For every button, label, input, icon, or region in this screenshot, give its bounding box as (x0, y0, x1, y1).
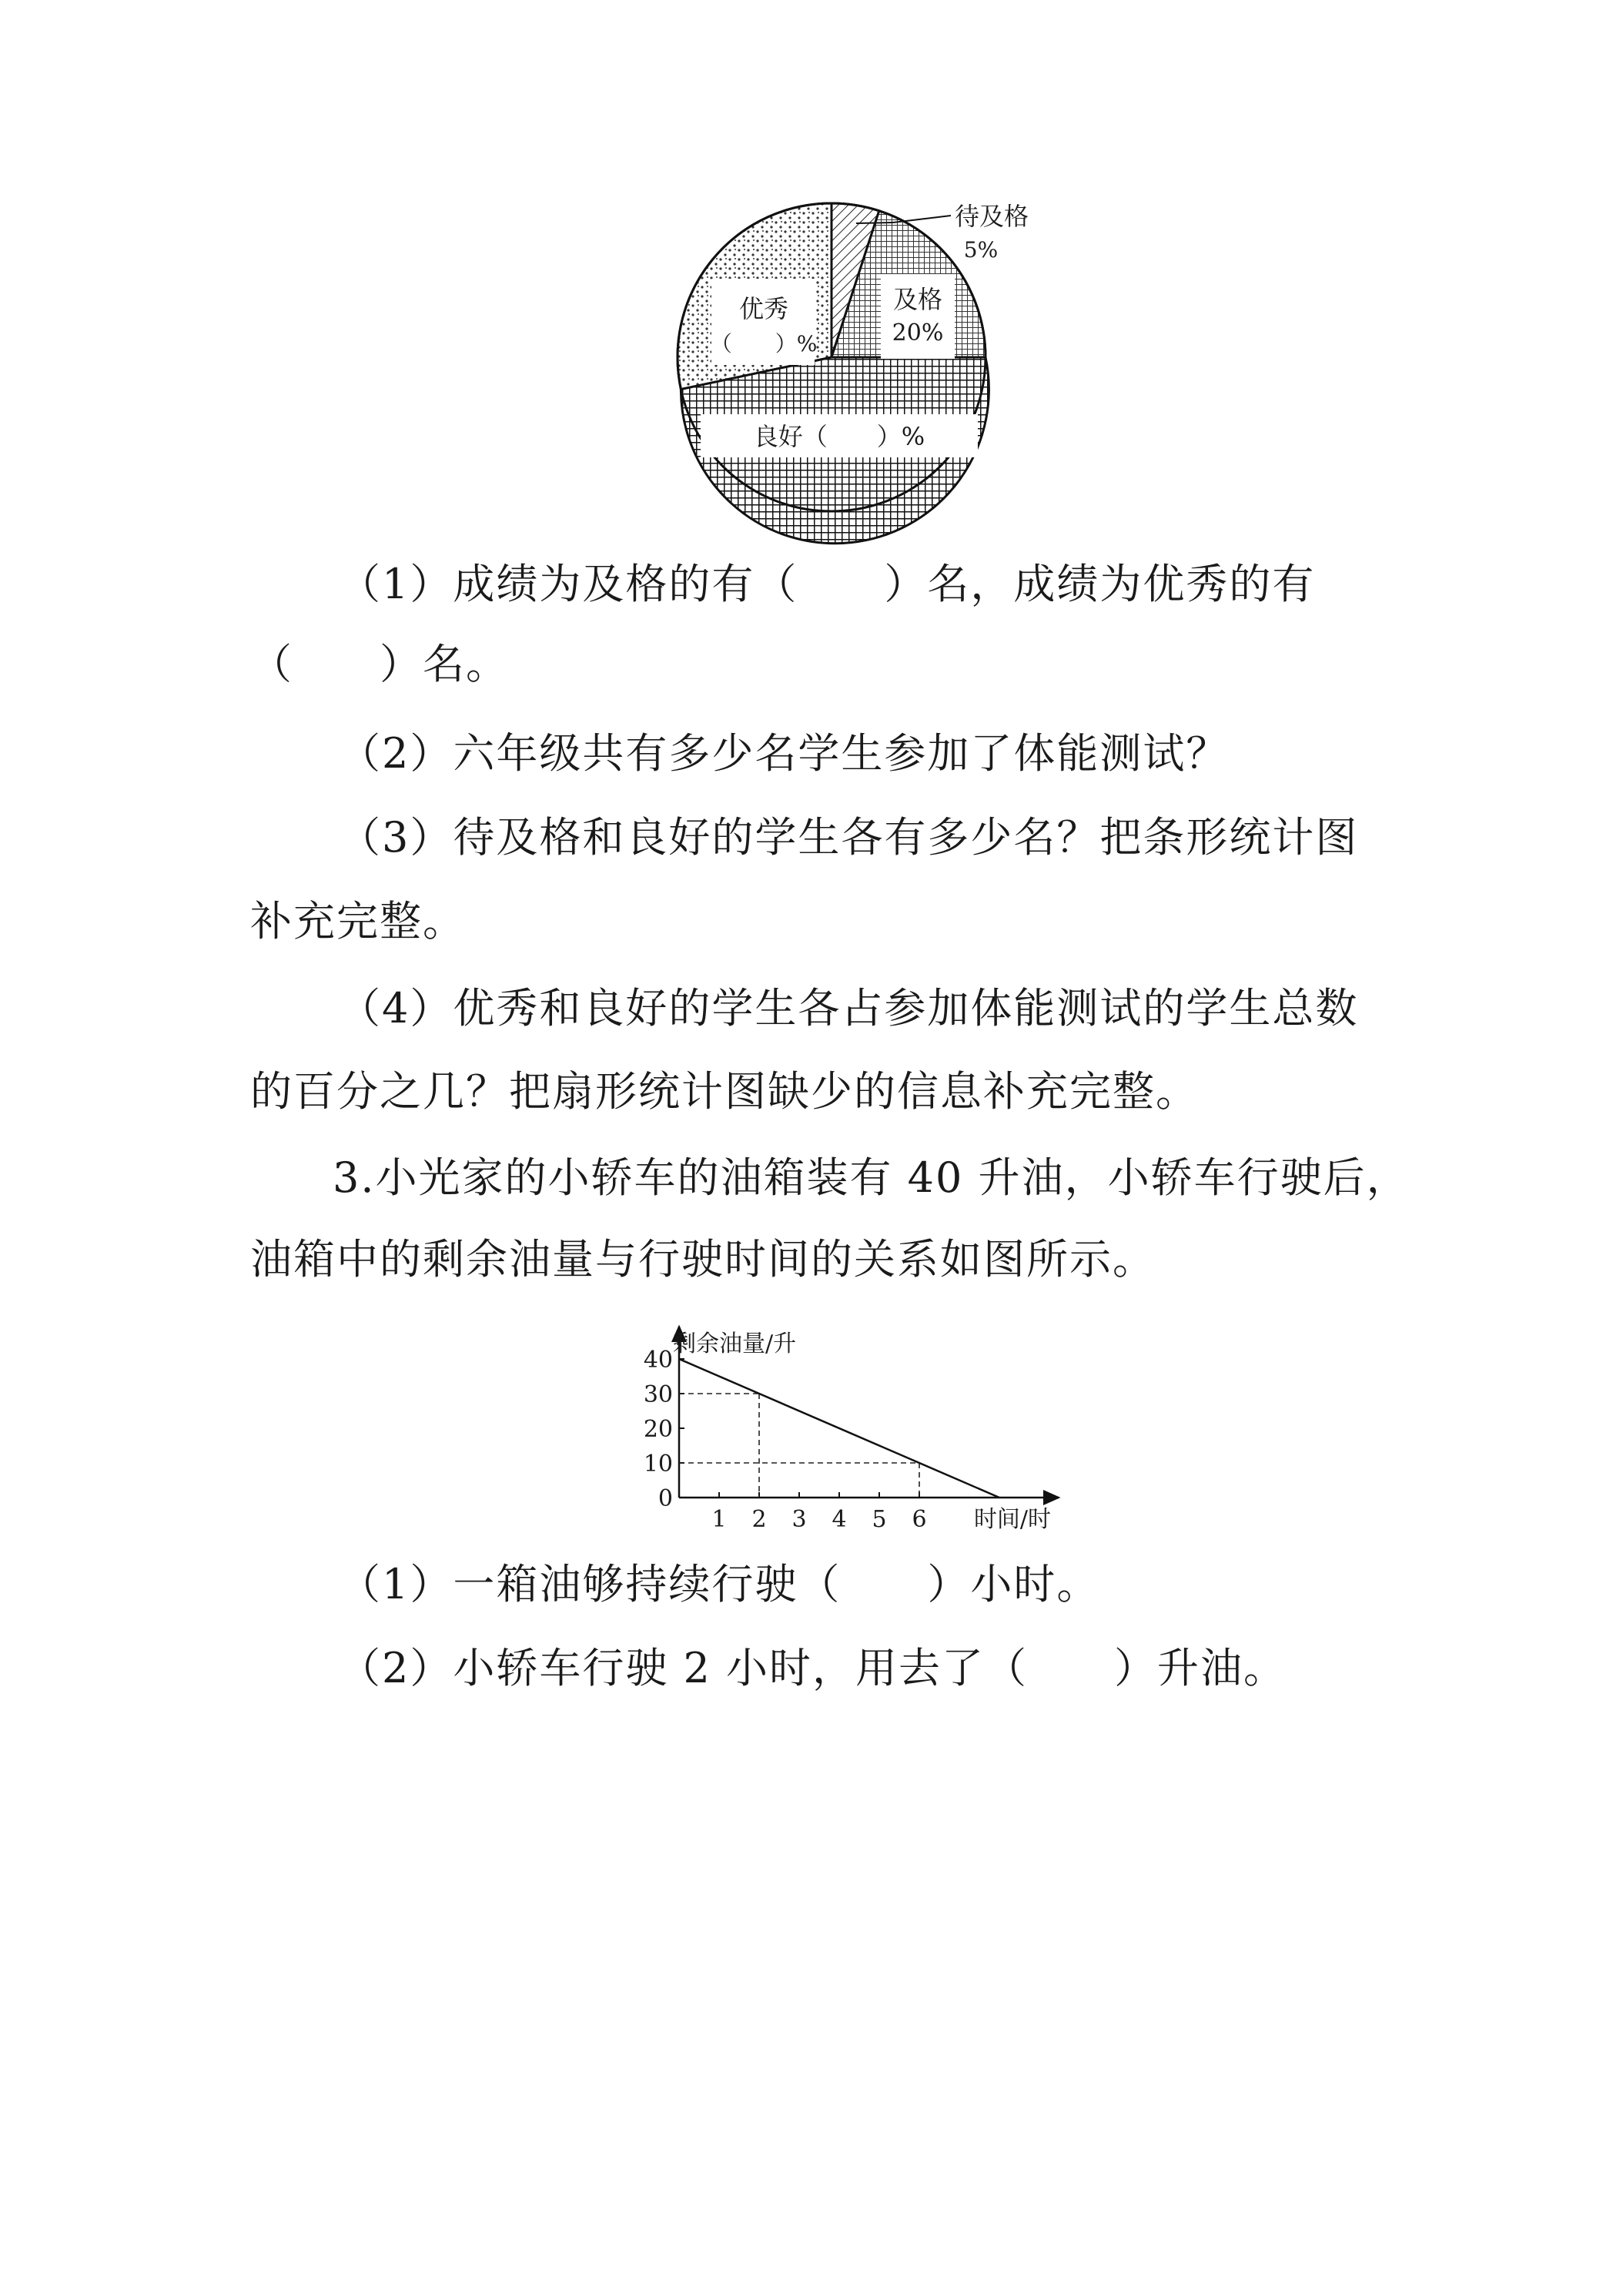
x-tick-label: 3 (791, 1506, 807, 1533)
y-tick-label: 30 (643, 1381, 673, 1408)
y-tick-label: 10 (643, 1451, 673, 1478)
x-tick-label: 5 (872, 1506, 887, 1533)
y-tick-label: 40 (643, 1347, 673, 1374)
x-tick-label: 4 (832, 1506, 847, 1533)
question-2-1-line1: （1）成绩为及格的有（ ）名，成绩为优秀的有 (339, 560, 1316, 608)
fuel-line (679, 1359, 999, 1498)
question-2-4-line2: 的百分之几？把扇形统计图缺少的信息补充完整。 (250, 1067, 1199, 1116)
question-2-3-line1: （3）待及格和良好的学生各有多少名？把条形统计图 (339, 813, 1359, 862)
pass-percent: 20% (892, 320, 944, 346)
pending-label: 待及格 (955, 202, 1029, 231)
pie-chart-figure (654, 192, 1086, 547)
x-axis-label: 时间/时 (973, 1506, 1052, 1533)
question-2-1-line2: （ ）名。 (250, 640, 509, 688)
pending-percent: 5% (963, 237, 999, 263)
excellent-percent: （ ）% (710, 331, 818, 356)
question-2-2: （2）六年级共有多少名学生参加了体能测试？ (339, 729, 1230, 778)
problem-3-line2: 油箱中的剩余油量与行驶时间的关系如图所示。 (250, 1235, 1156, 1284)
pie-chart (654, 192, 1086, 547)
x-tick-label: 1 (711, 1506, 727, 1533)
line-chart (627, 1320, 1105, 1548)
y-tick-label: 0 (658, 1485, 673, 1512)
y-tick-label: 20 (643, 1416, 673, 1443)
x-tick-label: 2 (751, 1506, 767, 1533)
y-axis-label: 剩余油量/升 (673, 1330, 797, 1357)
question-3-2: （2）小轿车行驶 2 小时，用去了（ ）升油。 (339, 1644, 1287, 1692)
pass-label: 及格 (892, 285, 943, 314)
x-tick-label: 6 (912, 1506, 927, 1533)
excellent-label: 优秀 (738, 294, 789, 323)
question-2-4-line1: （4）优秀和良好的学生各占参加体能测试的学生总数 (339, 984, 1359, 1033)
good-label: 良好（ ）% (753, 422, 925, 451)
question-2-3-line2: 补充完整。 (250, 897, 466, 946)
question-3-1: （1）一箱油够持续行驶（ ）小时。 (339, 1560, 1100, 1608)
line-chart-figure (627, 1320, 1105, 1548)
problem-3-line1: 3.小光家的小轿车的油箱装有 40 升油，小轿车行驶后， (333, 1153, 1410, 1202)
